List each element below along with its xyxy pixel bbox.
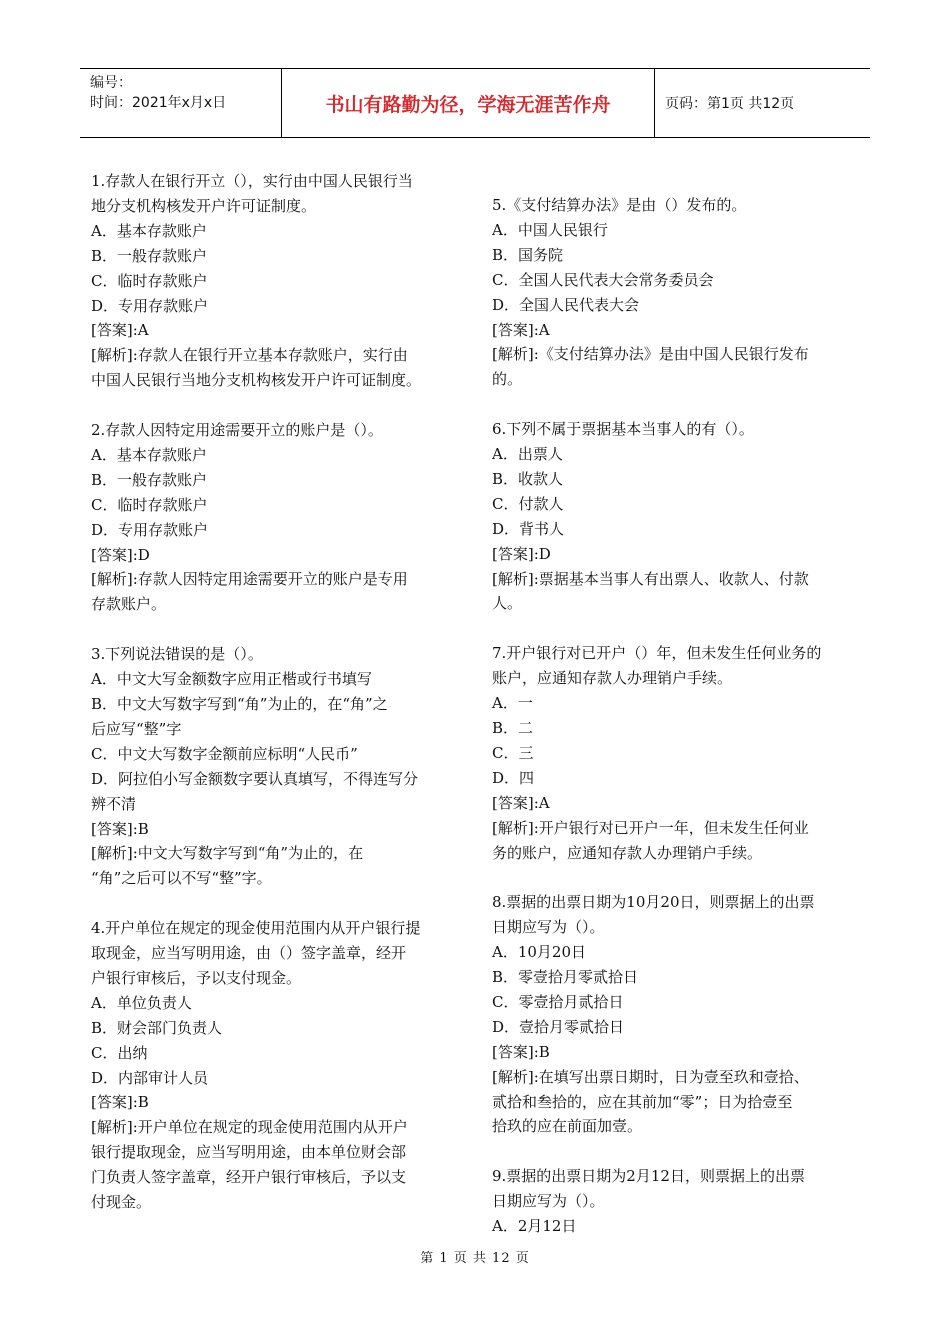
right-question-column (492, 193, 864, 1264)
analysis-line: 拾玖的应在前面加壹。 (492, 1117, 643, 1136)
question-stem-line: 5.《支付结算办法》是由（）发布的。 (492, 196, 747, 214)
analysis-line: [解析]:在填写出票日期时，日为壹至玖和壹拾、 (492, 1067, 809, 1086)
answer-key: [答案]:D (492, 544, 551, 563)
question-stem-line: 日期应写为（）。 (492, 918, 605, 937)
answer-option: C．三 (492, 743, 534, 762)
answer-key: [答案]:B (492, 1042, 550, 1061)
question-stem-line: 8.票据的出票日期为10月20日，则票据上的出票 (492, 893, 815, 912)
answer-option: 辨不清 (91, 794, 137, 813)
analysis-line: [解析]:存款人在银行开立基本存款账户，实行由 (91, 346, 408, 365)
question-block (492, 890, 864, 1139)
question-stem-line: 4.开户单位在规定的现金使用范围内从开户银行提 (91, 919, 421, 938)
answer-option: B．一般存款账户 (91, 246, 208, 265)
answer-option: B．二 (492, 719, 534, 737)
question-block (91, 916, 463, 1215)
answer-option: A．出票人 (492, 445, 563, 464)
answer-option: C．付款人 (492, 494, 564, 513)
answer-option: C．临时存款账户 (91, 495, 208, 514)
answer-key: [答案]:A (492, 793, 550, 812)
question-block (91, 642, 463, 891)
question-block (492, 193, 864, 392)
answer-option: D．背书人 (492, 519, 565, 538)
analysis-line: [解析]:票据基本当事人有出票人、收款人、付款 (492, 569, 809, 588)
answer-option: D．阿拉伯小写金额数字要认真填写，不得连写分 (91, 769, 419, 788)
analysis-line: [解析]:开户银行对已开户一年，但未发生任何业 (492, 818, 809, 837)
answer-option: D．专用存款账户 (91, 520, 209, 539)
left-question-column (91, 169, 463, 1240)
answer-option: A．2月12日 (492, 1217, 577, 1236)
analysis-line: 付现金。 (91, 1193, 152, 1212)
document-number-label: 编号： (90, 75, 132, 91)
answer-key: [答案]:D (91, 545, 150, 564)
answer-option: B．收款人 (492, 469, 564, 488)
question-stem-line: 账户，应通知存款人办理销户手续。 (492, 669, 733, 688)
analysis-line: 中国人民银行当地分支机构核发开户许可证制度。 (91, 371, 422, 390)
header-motto: 书山有路勤为径，学海无涯苦作舟 (281, 69, 655, 137)
header-page-info: 页码：第1页 共12页 (665, 96, 795, 112)
analysis-line: [解析]:中文大写数字写到“角”为止的，在 (91, 844, 364, 863)
answer-option: D．专用存款账户 (91, 296, 209, 315)
question-stem-line: 1.存款人在银行开立（），实行由中国人民银行当 (91, 172, 413, 190)
analysis-line: 银行提取现金，应当写明用途，由本单位财会部 (91, 1143, 407, 1162)
answer-option: B．一般存款账户 (91, 470, 208, 489)
answer-option: A．基本存款账户 (91, 221, 207, 240)
answer-option: A．10月20日 (492, 943, 587, 962)
question-stem-line: 7.开户银行对已开户（）年，但未发生任何业务的 (492, 644, 822, 663)
question-stem-line: 取现金，应当写明用途，由（）签字盖章，经开 (91, 944, 407, 963)
answer-option: C．全国人民代表大会常务委员会 (492, 270, 714, 289)
analysis-line: 人。 (492, 594, 523, 613)
question-stem-line: 6.下列不属于票据基本当事人的有（）。 (492, 420, 754, 439)
document-time-label: 时间：2021年x月x日 (90, 95, 227, 111)
page-header (80, 68, 870, 138)
analysis-line: 门负责人签字盖章，经开户银行审核后，予以支 (91, 1168, 407, 1187)
answer-option: C．零壹拾月贰拾日 (492, 992, 624, 1011)
answer-key: [答案]:B (91, 1093, 149, 1112)
page-footer: 第 1 页 共 12 页 (420, 1251, 530, 1266)
answer-option: A．中文大写金额数字应用正楷或行书填写 (91, 670, 372, 689)
question-block (91, 418, 463, 617)
analysis-line: [解析]:《支付结算办法》是由中国人民银行发布 (492, 345, 809, 364)
analysis-line: 存款账户。 (91, 595, 167, 614)
analysis-line: 贰拾和叁拾的，应在其前加“零”；日为拾壹至 (492, 1092, 793, 1111)
answer-option: C．中文大写数字金额前应标明“人民币” (91, 744, 358, 763)
answer-option: A．中国人民银行 (492, 220, 608, 239)
analysis-line: [解析]:存款人因特定用途需要开立的账户是专用 (91, 570, 408, 589)
question-stem-line: 户银行审核后，予以支付现金。 (91, 968, 302, 987)
question-stem-line: 日期应写为（）。 (492, 1192, 605, 1211)
answer-key: [答案]:B (91, 819, 149, 838)
answer-option: D．四 (492, 768, 535, 787)
answer-option: A．单位负责人 (91, 993, 192, 1012)
answer-option: B．国务院 (492, 245, 564, 264)
answer-option: B．零壹拾月零贰拾日 (492, 968, 639, 987)
answer-option: C．出纳 (91, 1043, 148, 1062)
question-block (91, 169, 463, 393)
answer-option: A．一 (492, 694, 533, 713)
question-block (492, 1164, 864, 1239)
analysis-line: 的。 (492, 370, 523, 389)
question-stem-line: 3.下列说法错误的是（）。 (91, 645, 263, 664)
question-stem-line: 地分支机构核发开户许可证制度。 (91, 196, 317, 215)
analysis-line: 务的账户，应通知存款人办理销户手续。 (492, 843, 763, 862)
answer-key: [答案]:A (492, 320, 550, 339)
question-block (492, 417, 864, 616)
analysis-line: “角”之后可以不写“整”字。 (91, 869, 272, 888)
answer-option: C．临时存款账户 (91, 271, 208, 290)
answer-option: D．全国人民代表大会 (492, 295, 640, 314)
answer-option: B．财会部门负责人 (91, 1018, 223, 1037)
question-stem-line: 9.票据的出票日期为2月12日，则票据上的出票 (492, 1167, 805, 1186)
answer-option: B．中文大写数字写到“角”为止的，在“角”之 (91, 695, 388, 713)
answer-option: A．基本存款账户 (91, 445, 207, 464)
header-meta (80, 69, 281, 137)
answer-option: D．内部审计人员 (91, 1068, 209, 1087)
analysis-line: [解析]:开户单位在规定的现金使用范围内从开户 (91, 1118, 408, 1137)
answer-option: D．壹拾月零贰拾日 (492, 1017, 625, 1036)
answer-option: 后应写“整”字 (91, 719, 182, 738)
question-stem-line: 2.存款人因特定用途需要开立的账户是（）。 (91, 421, 383, 440)
answer-key: [答案]:A (91, 321, 149, 340)
question-block (492, 641, 864, 865)
